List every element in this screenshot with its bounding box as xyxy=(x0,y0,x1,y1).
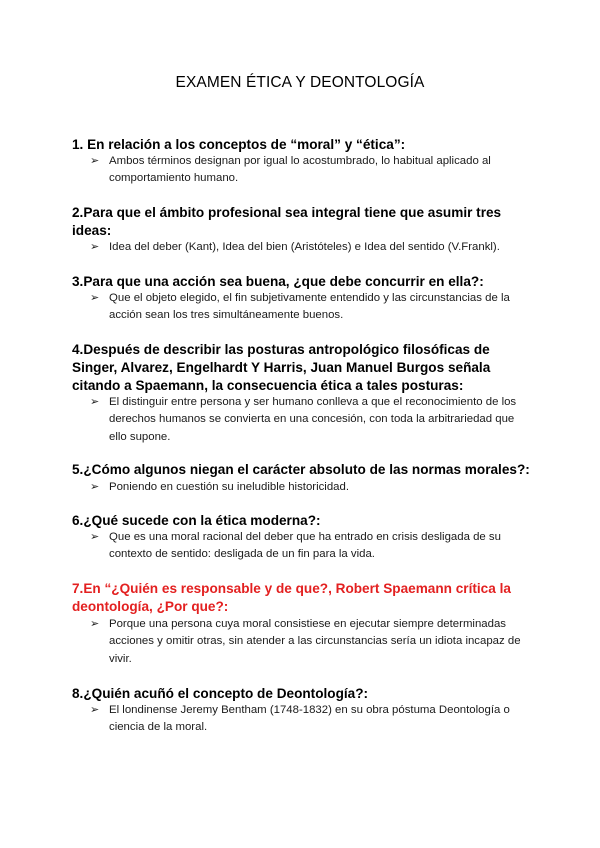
answer-5 xyxy=(90,479,529,496)
arrow-bullet-icon: ➢ xyxy=(90,241,100,253)
answer-6-text: Que es una moral racional del deber que ha entrado en crisis desligada de su contexto de sentido: desligada de un fin para la vida. xyxy=(109,531,501,561)
arrow-bullet-icon: ➢ xyxy=(90,704,100,716)
answer-1 xyxy=(90,153,529,188)
answer-5-text: Poniendo en cuestión su ineludible historicidad. xyxy=(109,481,349,493)
answer-7-text: Porque una persona cuya moral consistiese en ejecutar siempre determinadas acciones y omitir otras, sin atender a las circunstancias sería un idiota incapaz de vivir. xyxy=(109,618,521,665)
question-4: 4.Después de describir las posturas antropológico filosóficas de Singer, Alvarez, Engelhardt Y Harris, Juan Manuel Burgos señala citando a Spaemann, la consecuencia ética a tales posturas: xyxy=(72,342,491,393)
arrow-bullet-icon: ➢ xyxy=(90,396,100,408)
arrow-bullet-icon: ➢ xyxy=(90,155,100,167)
answer-2 xyxy=(90,239,529,256)
question-7: 7.En “¿Quién es responsable y de que?, Robert Spaemann crítica la deontología, ¿Por que?: xyxy=(72,581,511,614)
question-2: 2.Para que el ámbito profesional sea integral tiene que asumir tres ideas: xyxy=(72,205,502,238)
arrow-bullet-icon: ➢ xyxy=(90,292,100,304)
answer-3-text: Que el objeto elegido, el fin subjetivamente entendido y las circunstancias de la acción sean los tres simultáneamente buenos. xyxy=(109,292,510,322)
question-6: 6.¿Qué sucede con la ética moderna?: xyxy=(72,513,321,528)
answer-6 xyxy=(90,529,529,564)
answer-2-text: Idea del deber (Kant), Idea del bien (Aristóteles) e Idea del sentido (V.Frankl). xyxy=(109,241,500,253)
question-3: 3.Para que una acción sea buena, ¿que debe concurrir en ella?: xyxy=(72,274,484,289)
answer-1-text: Ambos términos designan por igual lo acostumbrado, lo habitual aplicado al comportamiento humano. xyxy=(109,155,491,185)
question-8: 8.¿Quién acuñó el concepto de Deontología?: xyxy=(72,686,369,701)
answer-8 xyxy=(90,702,529,737)
arrow-bullet-icon: ➢ xyxy=(90,618,100,630)
answer-4-text: El distinguir entre persona y ser humano conlleva a que el reconocimiento de los derechos humanos se convierta en una concesión, con toda la arbitrariedad que ello supone. xyxy=(109,396,517,443)
arrow-bullet-icon: ➢ xyxy=(90,481,100,493)
question-1: 1. En relación a los conceptos de “moral” y “ética”: xyxy=(72,137,406,152)
arrow-bullet-icon: ➢ xyxy=(90,531,100,543)
answer-4 xyxy=(90,394,529,446)
answer-3 xyxy=(90,290,529,325)
question-5: 5.¿Cómo algunos niegan el carácter absoluto de las normas morales?: xyxy=(72,462,530,477)
answer-7 xyxy=(90,616,529,668)
answer-8-text: El londinense Jeremy Bentham (1748-1832) en su obra póstuma Deontología o ciencia de la moral. xyxy=(109,704,510,734)
page-title: EXAMEN ÉTICA Y DEONTOLOGÍA xyxy=(175,74,425,91)
